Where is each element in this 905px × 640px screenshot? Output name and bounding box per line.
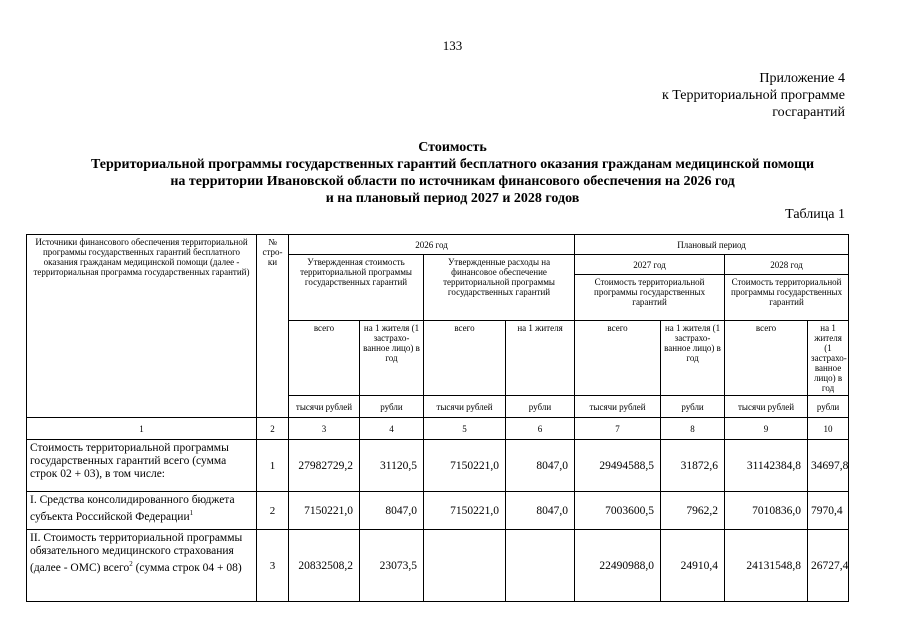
- cell: 31142384,8: [725, 440, 808, 492]
- cell: 34697,8: [808, 440, 849, 492]
- cell: 24131548,8: [725, 530, 808, 602]
- cell: 8047,0: [360, 492, 424, 530]
- header-planned-period: Плановый период: [575, 235, 849, 255]
- cell: [424, 530, 506, 602]
- cell: 24910,4: [661, 530, 725, 602]
- unit-5: тысячи рублей: [424, 396, 506, 418]
- document-title: [0, 139, 905, 207]
- cell: [506, 530, 575, 602]
- row-label-text: I. Средства консолидированного бюджета субъекта Российской Федерации: [30, 494, 235, 523]
- header-total-5: всего: [424, 321, 506, 396]
- appendix-note: [662, 70, 845, 121]
- cell: 7010836,0: [725, 492, 808, 530]
- col-num: 5: [424, 418, 506, 440]
- header-sources: Источники финансового обеспечения территориальной программы государственных гарантий бесплатного оказания гражданам медицинской помощи (далее - территориальная программа государственных гарантий): [27, 235, 257, 418]
- table-row: [27, 440, 849, 492]
- title-line-3: на территории Ивановской области по источникам финансового обеспечения на 2026 год: [170, 174, 735, 189]
- row-label: Стоимость территориальной программы государственных гарантий всего (сумма строк 02 + 03), в том числе:: [27, 440, 257, 492]
- appendix-line-1: Приложение 4: [759, 71, 845, 86]
- unit-3: тысячи рублей: [289, 396, 360, 418]
- header-year-2026: 2026 год: [289, 235, 575, 255]
- header-per-resident-6: на 1 жителя: [506, 321, 575, 396]
- cell: 20832508,2: [289, 530, 360, 602]
- table-row: [27, 530, 849, 602]
- page-number: 133: [442, 38, 463, 53]
- cell: 7150221,0: [424, 492, 506, 530]
- col-num: 2: [257, 418, 289, 440]
- cell: 27982729,2: [289, 440, 360, 492]
- title-line-1: Стоимость: [418, 140, 487, 155]
- appendix-line-3: госгарантий: [772, 105, 845, 120]
- unit-9: тысячи рублей: [725, 396, 808, 418]
- col-num: 6: [506, 418, 575, 440]
- unit-6: рубли: [506, 396, 575, 418]
- cost-table: [26, 234, 849, 602]
- header-total-7: всего: [575, 321, 661, 396]
- cell: 22490988,0: [575, 530, 661, 602]
- row-no: 2: [257, 492, 289, 530]
- table-label: Таблица 1: [785, 207, 845, 222]
- header-total-3: всего: [289, 321, 360, 396]
- header-approved-cost: Утвержденная стоимость территориальной программы государственных гарантий: [289, 255, 424, 321]
- cell: 7970,4: [808, 492, 849, 530]
- cell: 29494588,5: [575, 440, 661, 492]
- table-row: [27, 492, 849, 530]
- unit-10: рубли: [808, 396, 849, 418]
- header-per-insured-8: на 1 жителя (1 застрахо-ванное лицо) в год: [661, 321, 725, 396]
- header-total-9: всего: [725, 321, 808, 396]
- appendix-line-2: к Территориальной программе: [661, 88, 845, 103]
- cell: 7150221,0: [424, 440, 506, 492]
- row-no: 1: [257, 440, 289, 492]
- column-number-row: [27, 418, 849, 440]
- header-per-insured-4: на 1 жителя (1 застрахо-ванное лицо) в год: [360, 321, 424, 396]
- unit-8: рубли: [661, 396, 725, 418]
- col-num: 1: [27, 418, 257, 440]
- col-num: 8: [661, 418, 725, 440]
- unit-7: тысячи рублей: [575, 396, 661, 418]
- col-num: 9: [725, 418, 808, 440]
- header-year-2027: 2027 год: [575, 255, 725, 275]
- row-label-text: II. Стоимость территориальной программы обязательного медицинского страхования (далее - ОМС) всего: [30, 532, 243, 574]
- cell: 8047,0: [506, 440, 575, 492]
- cell: 23073,5: [360, 530, 424, 602]
- row-label-text-tail: (сумма строк 04 + 08): [132, 561, 242, 574]
- cell: 8047,0: [506, 492, 575, 530]
- unit-4: рубли: [360, 396, 424, 418]
- header-year-2028: 2028 год: [725, 255, 849, 275]
- header-approved-expenses: Утвержденные расходы на финансовое обеспечение территориальной программы государственных гарантий: [424, 255, 575, 321]
- footnote-mark: 1: [189, 509, 194, 517]
- col-num: 7: [575, 418, 661, 440]
- header-cost-2027: Стоимость территориальной программы государственных гарантий: [575, 275, 725, 321]
- title-line-4: и на плановый период 2027 и 2028 годов: [325, 191, 580, 206]
- cell: 31120,5: [360, 440, 424, 492]
- cell: 7150221,0: [289, 492, 360, 530]
- col-num: 3: [289, 418, 360, 440]
- cell: 7003600,5: [575, 492, 661, 530]
- header-cost-2028: Стоимость территориальной программы государственных гарантий: [725, 275, 849, 321]
- title-line-2: Территориальной программы государственных гарантий бесплатного оказания гражданам медицинской помощи: [90, 157, 815, 172]
- cell: 31872,6: [661, 440, 725, 492]
- row-no: 3: [257, 530, 289, 602]
- footnote-mark: 2: [129, 560, 133, 568]
- col-num: 10: [808, 418, 849, 440]
- header-per-insured-10: на 1 жителя (1 застрахо-ванное лицо) в год: [808, 321, 849, 396]
- row-label: [27, 530, 257, 602]
- col-num: 4: [360, 418, 424, 440]
- cell: 7962,2: [661, 492, 725, 530]
- row-label: [27, 492, 257, 530]
- cell: 26727,4: [808, 530, 849, 602]
- header-row-no: № стро-ки: [257, 235, 289, 418]
